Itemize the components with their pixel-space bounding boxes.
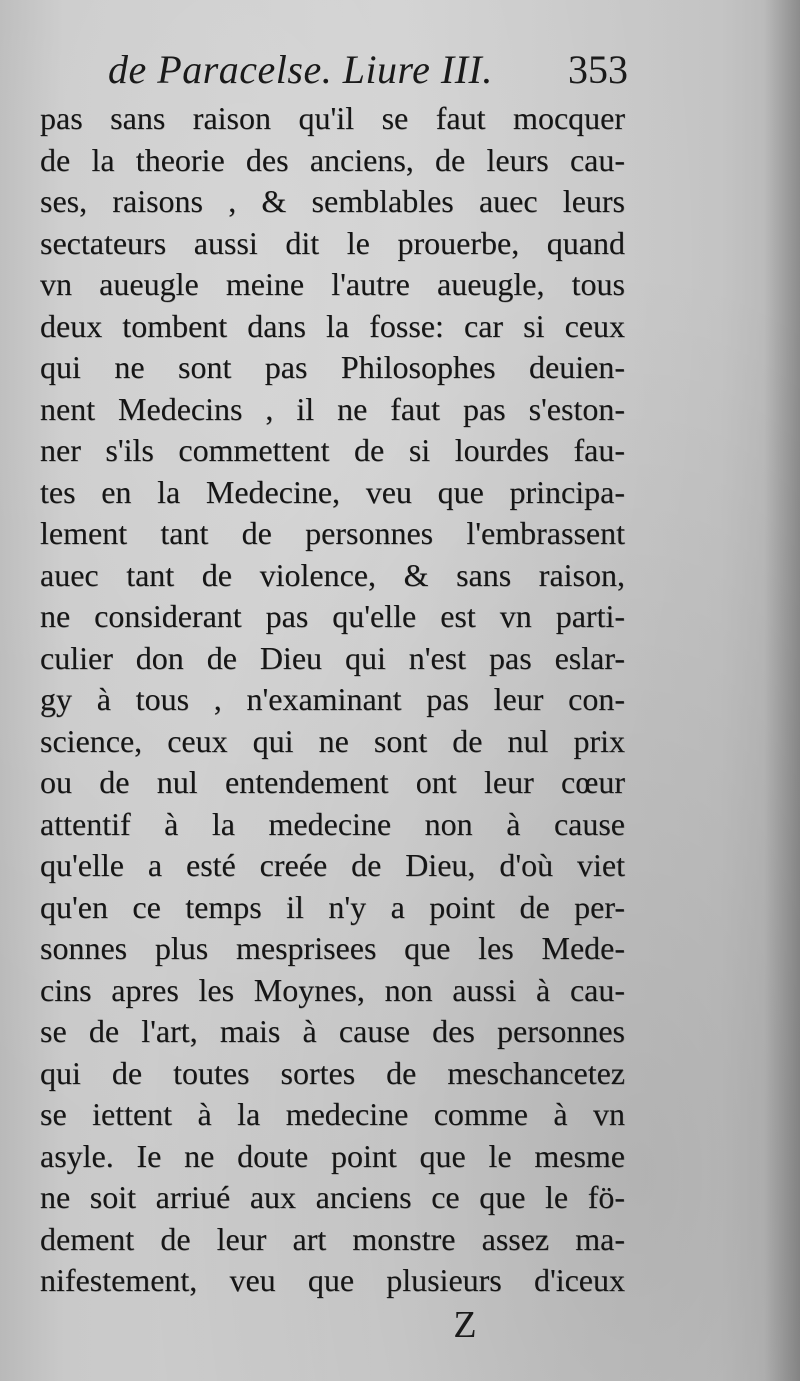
body-text bbox=[40, 98, 625, 1302]
text-line: de la theorie des anciens, de leurs cau- bbox=[40, 141, 625, 178]
text-line: auec tant de violence, & sans raison, bbox=[40, 556, 625, 593]
text-line: pas sans raison qu'il se faut mocquer bbox=[40, 100, 625, 136]
text-line: cins apres les Moynes, non aussi à cau- bbox=[40, 971, 625, 1008]
text-line: vn aueugle meine l'autre aueugle, tous bbox=[40, 266, 625, 302]
text-line: ou de nul entendement ont leur cœur bbox=[40, 764, 625, 800]
text-line: culier don de Dieu qui n'est pas eslar- bbox=[40, 639, 625, 676]
text-line: sonnes plus mesprisees que les Mede- bbox=[40, 930, 625, 966]
signature-mark: Z bbox=[453, 1304, 477, 1346]
text-line: lement tant de personnes l'embrassent bbox=[40, 515, 625, 551]
text-line: dement de leur art monstre assez ma- bbox=[40, 1220, 625, 1257]
text-line: qui ne sont pas Philosophes deuien- bbox=[40, 349, 625, 385]
text-line: ne soit arriué aux anciens ce que le fö- bbox=[40, 1179, 625, 1215]
text-line: ne considerant pas qu'elle est vn parti- bbox=[40, 598, 625, 634]
text-line: nifestement, veu que plusieurs d'iceux bbox=[40, 1262, 625, 1298]
text-line: attentif à la medecine non à cause bbox=[40, 805, 625, 842]
text-line: sectateurs aussi dit le prouerbe, quand bbox=[40, 224, 625, 261]
text-line: asyle. Ie ne doute point que le mesme bbox=[40, 1137, 625, 1174]
page-header bbox=[108, 42, 628, 98]
text-line: tes en la Medecine, veu que principa- bbox=[40, 473, 625, 510]
text-line: qu'en ce temps il n'y a point de per- bbox=[40, 888, 625, 925]
text-line: se iettent à la medecine comme à vn bbox=[40, 1096, 625, 1132]
text-line: nent Medecins , il ne faut pas s'eston- bbox=[40, 390, 625, 427]
text-line: ses, raisons , & semblables auec leurs bbox=[40, 183, 625, 219]
running-title: de Paracelse. Liure III. bbox=[108, 47, 493, 92]
text-line: gy à tous , n'examinant pas leur con- bbox=[40, 681, 625, 717]
page-edge-shadow bbox=[764, 0, 800, 1381]
page-number: 353 bbox=[568, 47, 628, 92]
text-line: se de l'art, mais à cause des personnes bbox=[40, 1013, 625, 1049]
text-line: qui de toutes sortes de meschancetez bbox=[40, 1054, 625, 1091]
text-line: qu'elle a esté creée de Dieu, d'où viet bbox=[40, 847, 625, 883]
text-line: science, ceux qui ne sont de nul prix bbox=[40, 722, 625, 759]
text-line: ner s'ils commettent de si lourdes fau- bbox=[40, 432, 625, 468]
text-line: deux tombent dans la fosse: car si ceux bbox=[40, 307, 625, 344]
